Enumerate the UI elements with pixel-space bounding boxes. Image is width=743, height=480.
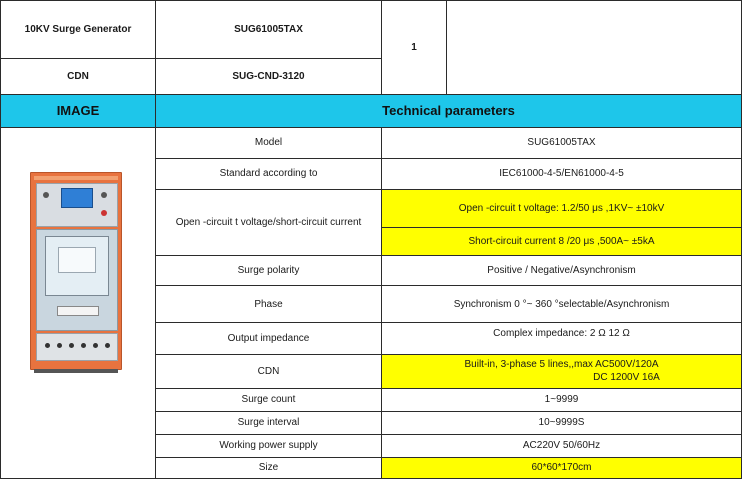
param-label-impedance: Output impedance (156, 323, 382, 355)
param-value-short-circuit-current: Short-circuit current 8 /20 μs ,500A~ ±5kA (382, 227, 742, 255)
cdn-model: SUG-CND-3120 (156, 59, 382, 95)
cabinet-control-panel (36, 183, 118, 227)
cabinet-window (45, 236, 109, 296)
param-value-interval: 10~9999S (382, 411, 742, 434)
empty-header-cell (447, 1, 742, 95)
quantity-cell: 1 (382, 1, 447, 95)
cabinet-cdn-panel (36, 229, 118, 331)
param-label-polarity: Surge polarity (156, 256, 382, 286)
cdn-label: CDN (1, 59, 156, 95)
param-label-phase: Phase (156, 286, 382, 323)
param-label-open-circuit: Open -circuit t voltage/short-circuit current (156, 189, 382, 255)
cabinet-emergency-button-icon (101, 210, 107, 216)
terminal-jack-icon (93, 343, 98, 348)
cabinet-frame (30, 172, 122, 370)
header-row-product (1, 1, 742, 59)
param-value-model: SUG61005TAX (382, 127, 742, 158)
param-label-interval: Surge interval (156, 411, 382, 434)
param-value-open-circuit-voltage: Open -circuit t voltage: 1.2/50 μs ,1KV~ ±10kV (382, 189, 742, 227)
param-label-standard: Standard according to (156, 158, 382, 189)
param-value-power: AC220V 50/60Hz (382, 434, 742, 457)
cabinet-base (34, 369, 118, 373)
param-label-model: Model (156, 127, 382, 158)
param-value-size: 60*60*170cm (382, 457, 742, 478)
cabinet-knob-icon (43, 192, 49, 198)
param-row-model (1, 127, 742, 158)
param-value-phase: Synchronism 0 °~ 360 °selectable/Asynchronism (382, 286, 742, 323)
surge-generator-cabinet-image (30, 172, 122, 372)
section-title-row (1, 95, 742, 127)
terminal-jack-icon (69, 343, 74, 348)
params-section-title: Technical parameters (156, 95, 742, 127)
terminal-jack-icon (57, 343, 62, 348)
cabinet-label-plate (57, 306, 99, 316)
param-label-size: Size (156, 457, 382, 478)
image-section-title: IMAGE (1, 95, 156, 127)
terminal-jack-icon (81, 343, 86, 348)
terminal-jack-icon (105, 343, 110, 348)
param-label-cdn: CDN (156, 355, 382, 388)
cabinet-window-inner (58, 247, 96, 273)
param-value-standard: IEC61000-4-5/EN61000-4-5 (382, 158, 742, 189)
param-value-count: 1~9999 (382, 388, 742, 411)
cdn-value-line2: DC 1200V 16A (593, 372, 660, 384)
cabinet-terminal-panel (36, 333, 118, 361)
cabinet-knob-icon (101, 192, 107, 198)
param-value-polarity: Positive / Negative/Asynchronism (382, 256, 742, 286)
cabinet-top-strip (34, 176, 118, 180)
cabinet-display-screen (61, 188, 93, 208)
product-model: SUG61005TAX (156, 1, 382, 59)
param-value-cdn (382, 355, 742, 388)
param-label-power: Working power supply (156, 434, 382, 457)
product-name: 10KV Surge Generator (1, 1, 156, 59)
cdn-value-line1: Built-in, 3-phase 5 lines,,max AC500V/120A (464, 359, 659, 371)
param-label-count: Surge count (156, 388, 382, 411)
terminal-jack-icon (45, 343, 50, 348)
param-value-impedance: Complex impedance: 2 Ω 12 Ω (382, 323, 742, 355)
